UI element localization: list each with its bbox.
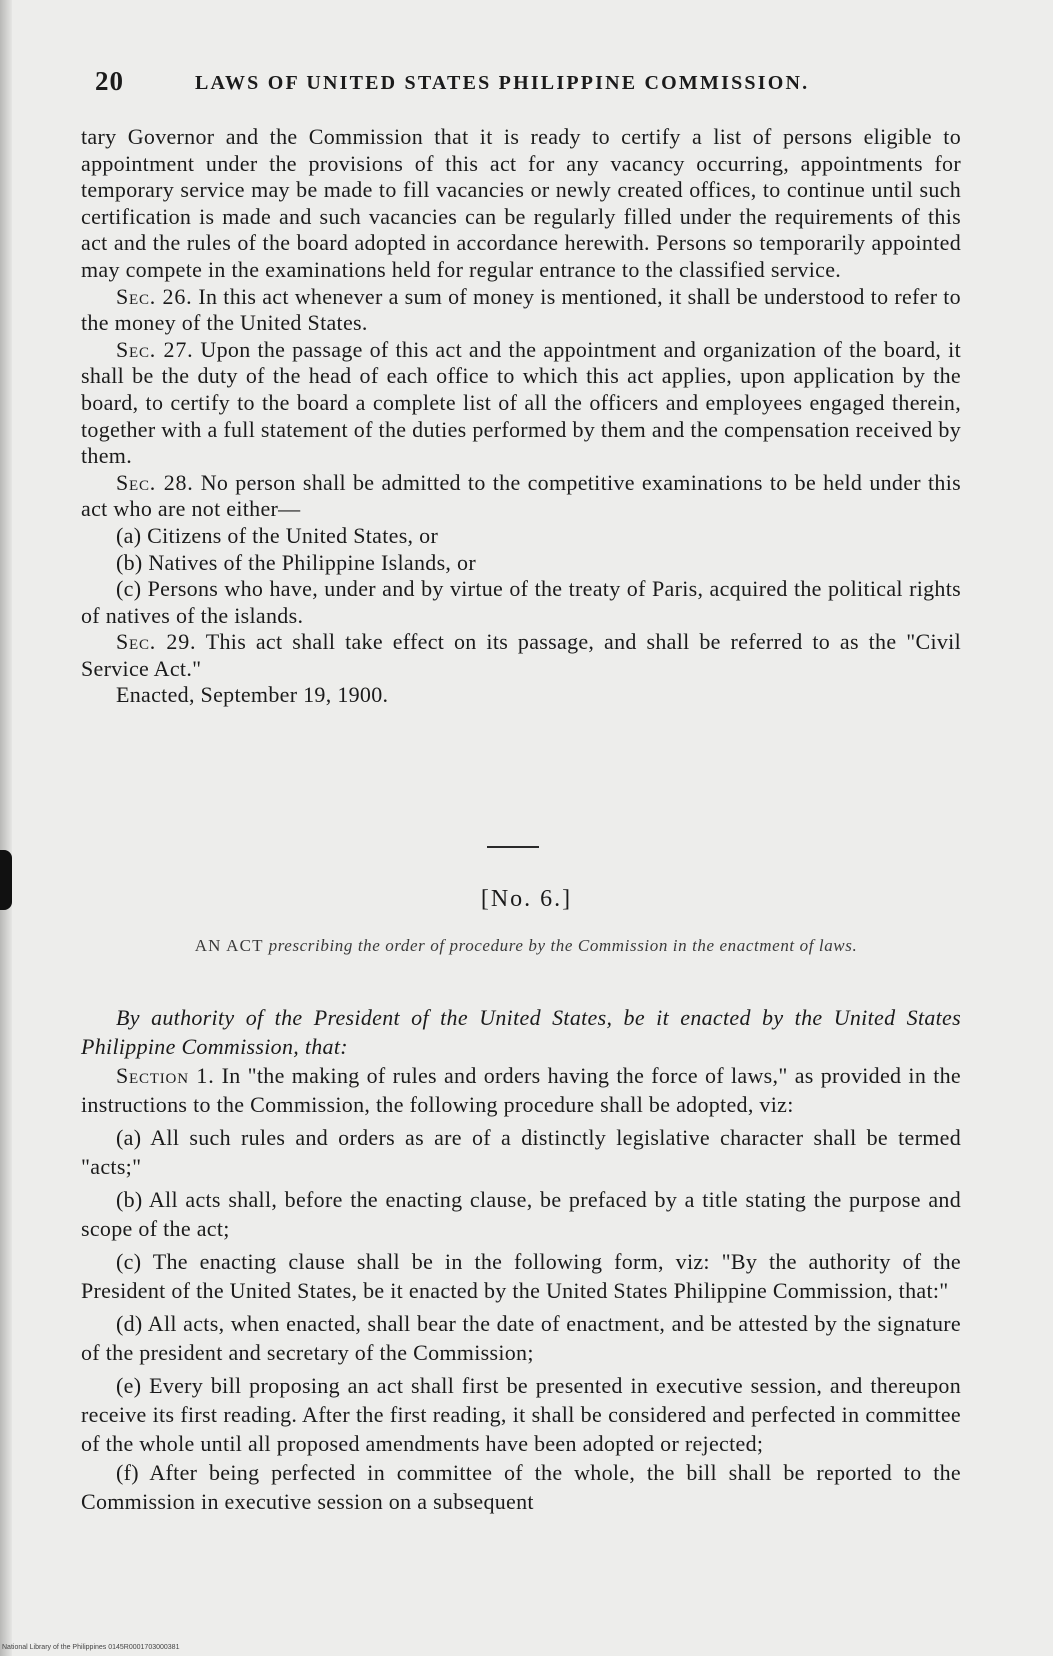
enactment-date: Enacted, September 19, 1900. bbox=[116, 682, 389, 708]
scan-footer: National Library of the Philippines 0145R0001703000381 bbox=[2, 1644, 180, 1651]
page-edge-shadow bbox=[0, 0, 12, 1656]
section-28-item-a: (a) Citizens of the United States, or bbox=[116, 522, 439, 548]
section-28-item-b: (b) Natives of the Philippine Islands, or bbox=[116, 549, 476, 575]
section-27-label: Sec. 27. bbox=[116, 336, 194, 362]
section-28-item-c: (c) Persons who have, under and by virtue of the treaty of Paris, acquired the political rights of natives of the islands. bbox=[81, 576, 961, 628]
paragraph-continuation: tary Governor and the Commission that it is ready to certify a list of persons eligible to appointment under the provisions of this act for any vacancy occurring, appointments for temporary service may be made to fill vacancies or newly created offices, to continue until such certification is made and such vacancies can be regularly filled under the requirements of this act and the rules of the board adopted in accordance herewith. Persons so temporarily appointed may compete in the examinations held for regular entrance to the classified service. bbox=[81, 124, 961, 282]
page-header bbox=[95, 66, 975, 106]
section-26 bbox=[81, 284, 961, 337]
section-1-text: In "the making of rules and orders having the force of laws," as provided in the instructions to the Commission, the following procedure shall be adopted, viz: bbox=[81, 1063, 961, 1117]
section-1-item-a: (a) All such rules and orders as are of a distinctly legislative character shall be termed "acts;" bbox=[81, 1125, 961, 1179]
act-number: [No. 6.] bbox=[480, 886, 573, 912]
section-27 bbox=[81, 337, 961, 470]
page-number: 20 bbox=[95, 66, 124, 96]
section-28 bbox=[81, 470, 961, 523]
section-1-item-e: (e) Every bill proposing an act shall first be presented in executive session, and thereupon receive its first reading. After the first reading, it shall be considered and perfected in committee of the whole until all proposed amendments have been adopted or rejected; bbox=[81, 1373, 961, 1456]
section-1-item-c: (c) The enacting clause shall be in the following form, viz: "By the authority of the President of the United States, be it enacted by the United States Philippine Commission, that:" bbox=[81, 1249, 961, 1303]
act-title bbox=[96, 935, 956, 957]
section-1-item-b: (b) All acts shall, before the enacting clause, be prefaced by a title stating the purpose and scope of the act; bbox=[81, 1187, 961, 1241]
section-27-text: Upon the passage of this act and the appointment and organization of the board, it shall be the duty of the head of each office to which this act applies, upon application by the board, to certify to the board a complete list of all the officers and employees engaged therein, together with a full statement of the duties performed by them and the compensation received by them. bbox=[81, 336, 961, 469]
section-28-text: No person shall be admitted to the competitive examinations to be held under this act who are not either— bbox=[81, 469, 961, 522]
section-29 bbox=[81, 629, 961, 682]
section-1-item-f: (f) After being perfected in committee of the whole, the bill shall be reported to the Commission in executive session on a subsequent bbox=[81, 1460, 961, 1514]
section-26-label: Sec. 26. bbox=[116, 283, 193, 309]
running-head: LAWS OF UNITED STATES PHILIPPINE COMMISSION. bbox=[195, 72, 810, 94]
section-1-item-d: (d) All acts, when enacted, shall bear the date of enactment, and be attested by the signature of the president and secretary of the Commission; bbox=[81, 1311, 961, 1365]
section-29-text: This act shall take effect on its passage, and shall be referred to as the "Civil Service Act." bbox=[81, 629, 962, 681]
section-1-label: Section 1. bbox=[116, 1063, 215, 1088]
act-title-text: prescribing the order of procedure by the Commission in the enactment of laws. bbox=[263, 936, 858, 955]
section-divider bbox=[487, 846, 539, 848]
text-block-act-6 bbox=[81, 1003, 961, 1516]
section-28-label: Sec. 28. bbox=[116, 469, 194, 495]
enacting-clause: By authority of the President of the United States, be it enacted by the United States Philippine Commission, that: bbox=[81, 1005, 961, 1059]
section-26-text: In this act whenever a sum of money is mentioned, it shall be understood to refer to the money of the United States. bbox=[81, 283, 961, 336]
section-29-label: Sec. 29. bbox=[116, 629, 197, 655]
text-block-civil-service-act bbox=[81, 124, 961, 709]
section-1 bbox=[81, 1061, 961, 1119]
act-title-lead: AN ACT bbox=[194, 936, 264, 955]
